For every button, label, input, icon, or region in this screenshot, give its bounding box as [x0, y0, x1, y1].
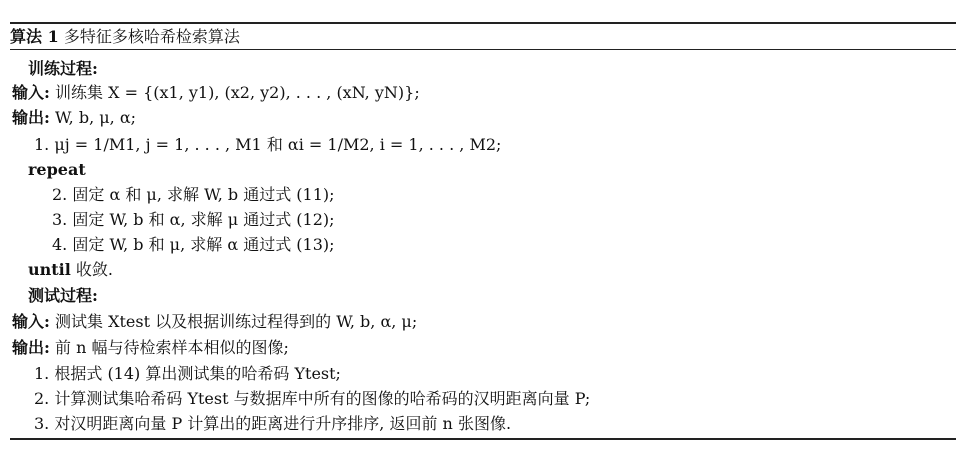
training-step-1: 1. μj = 1/M1, j = 1, . . . , M1 和 αi = 1/M2, i = 1, . . . , M2; — [34, 135, 502, 154]
repeat-keyword: repeat — [28, 160, 86, 179]
training-step-2: 2. 固定 α 和 μ, 求解 W, b 通过式 (11); — [52, 185, 335, 204]
until-line — [28, 258, 113, 282]
algorithm-title — [10, 24, 240, 49]
bottom-rule — [10, 438, 956, 440]
training-output-text: W, b, μ, α; — [55, 108, 137, 127]
testing-heading: 测试过程: — [28, 286, 98, 305]
training-input-line — [12, 81, 420, 105]
testing-input-text: 测试集 Xtest 以及根据训练过程得到的 W, b, α, μ; — [55, 312, 418, 331]
training-step-4: 4. 固定 W, b 和 μ, 求解 α 通过式 (13); — [52, 235, 335, 254]
training-output-line — [12, 106, 136, 130]
algorithm-label: 算法 1 — [10, 27, 59, 46]
title-rule — [10, 49, 956, 50]
training-heading: 训练过程: — [28, 59, 98, 78]
training-output-label: 输出: — [12, 108, 50, 127]
training-input-text: 训练集 X = {(x1, y1), (x2, y2), . . . , (xN, yN)}; — [55, 83, 420, 102]
until-keyword: until — [28, 260, 71, 279]
testing-input-line — [12, 310, 417, 334]
training-step-3: 3. 固定 W, b 和 α, 求解 μ 通过式 (12); — [52, 210, 335, 229]
testing-step-3: 3. 对汉明距离向量 P 计算出的距离进行升序排序, 返回前 n 张图像. — [34, 414, 512, 433]
testing-step-2: 2. 计算测试集哈希码 Ytest 与数据库中所有的图像的哈希码的汉明距离向量 P; — [34, 389, 591, 408]
training-input-label: 输入: — [12, 83, 50, 102]
testing-step-1: 1. 根据式 (14) 算出测试集的哈希码 Ytest; — [34, 364, 341, 383]
testing-output-line — [12, 336, 289, 360]
algorithm-name: 多特征多核哈希检索算法 — [63, 27, 240, 46]
until-text: 收敛. — [75, 260, 113, 279]
testing-output-text: 前 n 幅与待检索样本相似的图像; — [55, 338, 289, 357]
testing-input-label: 输入: — [12, 312, 50, 331]
testing-output-label: 输出: — [12, 338, 50, 357]
